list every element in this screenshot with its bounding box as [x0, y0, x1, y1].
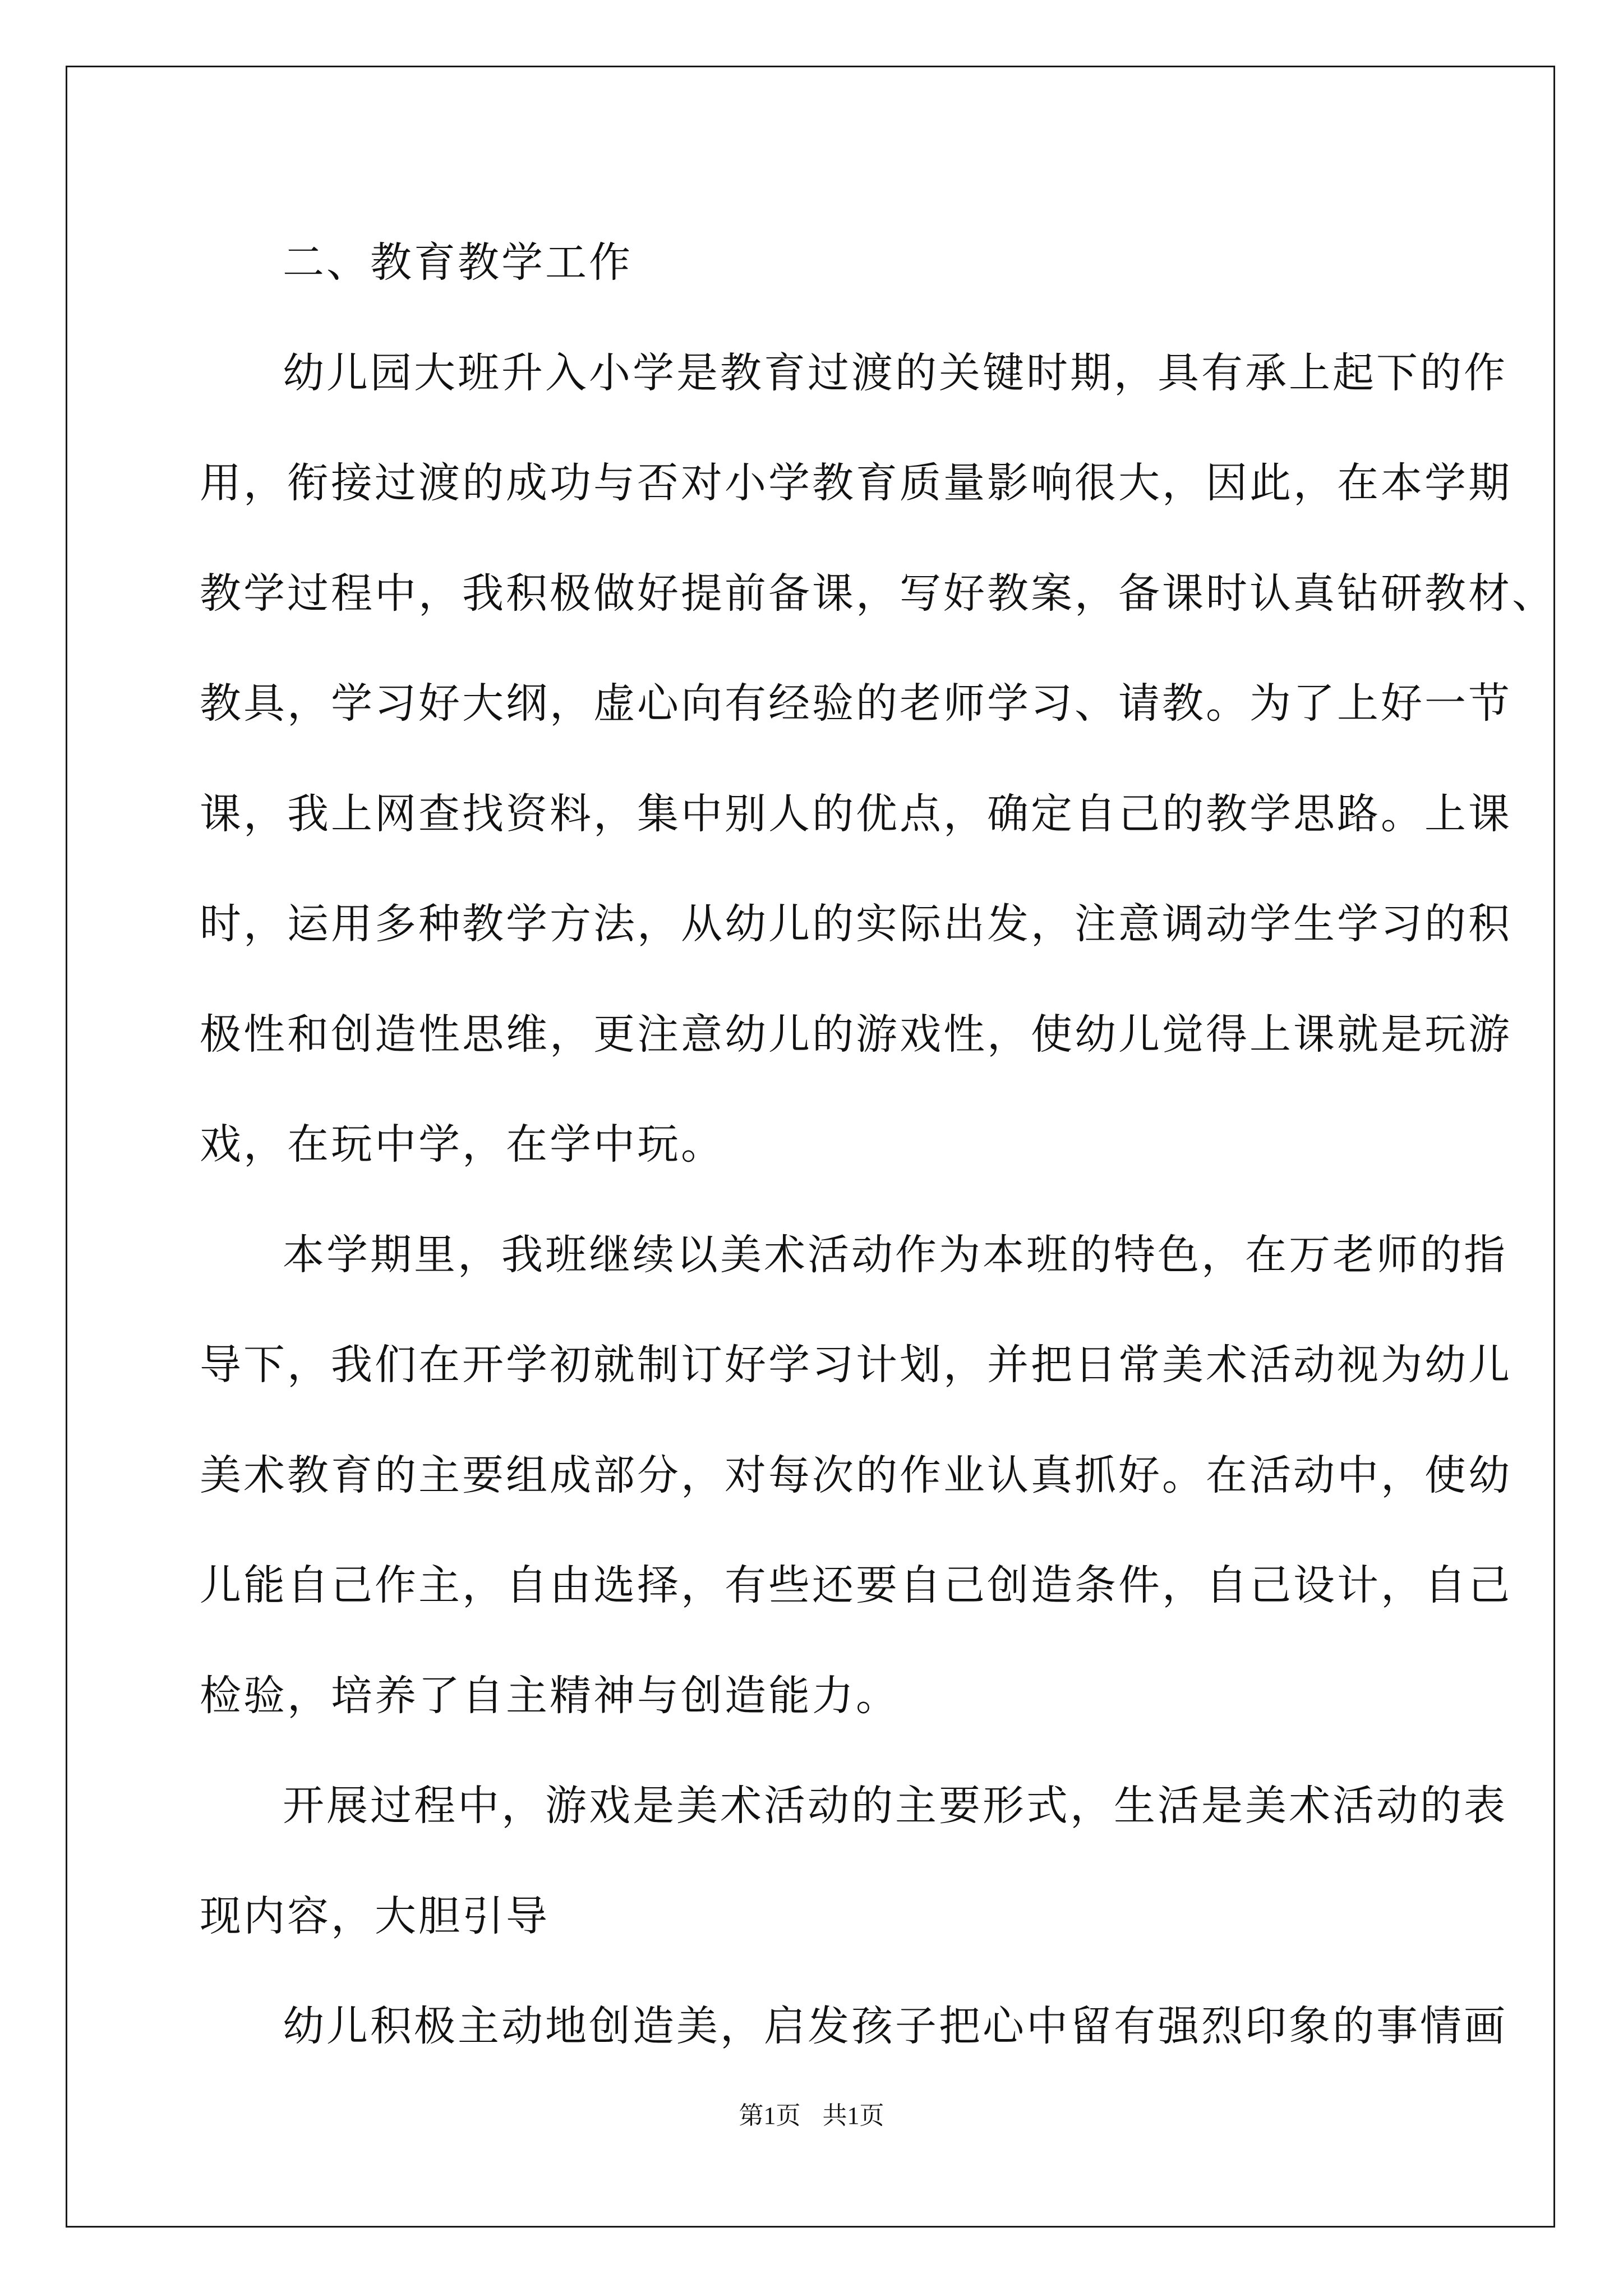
text-line: 幼儿积极主动地创造美，启发孩子把心中留有强烈印象的事情画	[283, 2002, 1507, 2050]
text-line: 美术教育的主要组成部分，对每次的作业认真抓好。在活动中，使幼	[200, 1451, 1512, 1499]
text-line: 教具，学习好大纲，虚心向有经验的老师学习、请教。为了上好一节	[200, 679, 1512, 728]
text-line: 时，运用多种教学方法，从幼儿的实际出发，注意调动学生学习的积	[200, 900, 1512, 948]
text-line: 现内容，大胆引导	[200, 1892, 550, 1940]
page-number: 第1页	[739, 2102, 801, 2129]
text-line: 教学过程中，我积极做好提前备课，写好教案，备课时认真钻研教材、	[200, 569, 1556, 618]
text-line: 检验，培养了自主精神与创造能力。	[200, 1671, 900, 1720]
page-total: 共1页	[822, 2102, 884, 2129]
text-line: 导下，我们在开学初就制订好学习计划，并把日常美术活动视为幼儿	[200, 1341, 1512, 1389]
text-line: 开展过程中，游戏是美术活动的主要形式，生活是美术活动的表	[283, 1782, 1507, 1830]
text-line: 本学期里，我班继续以美术活动作为本班的特色，在万老师的指	[283, 1230, 1507, 1279]
document-body	[200, 208, 1556, 2082]
text-line: 课，我上网查找资料，集中别人的优点，确定自己的教学思路。上课	[200, 789, 1512, 838]
text-line: 二、教育教学工作	[283, 238, 633, 287]
text-line: 用，衔接过渡的成功与否对小学教育质量影响很大，因此，在本学期	[200, 459, 1512, 507]
text-line: 儿能自己作主，自由选择，有些还要自己创造条件，自己设计，自己	[200, 1561, 1512, 1609]
text-line: 戏，在玩中学，在学中玩。	[200, 1120, 725, 1168]
page-footer	[0, 2095, 1623, 2131]
text-line: 幼儿园大班升入小学是教育过渡的关键时期，具有承上起下的作	[283, 348, 1507, 397]
text-line: 极性和创造性思维，更注意幼儿的游戏性，使幼儿觉得上课就是玩游	[200, 1010, 1512, 1059]
